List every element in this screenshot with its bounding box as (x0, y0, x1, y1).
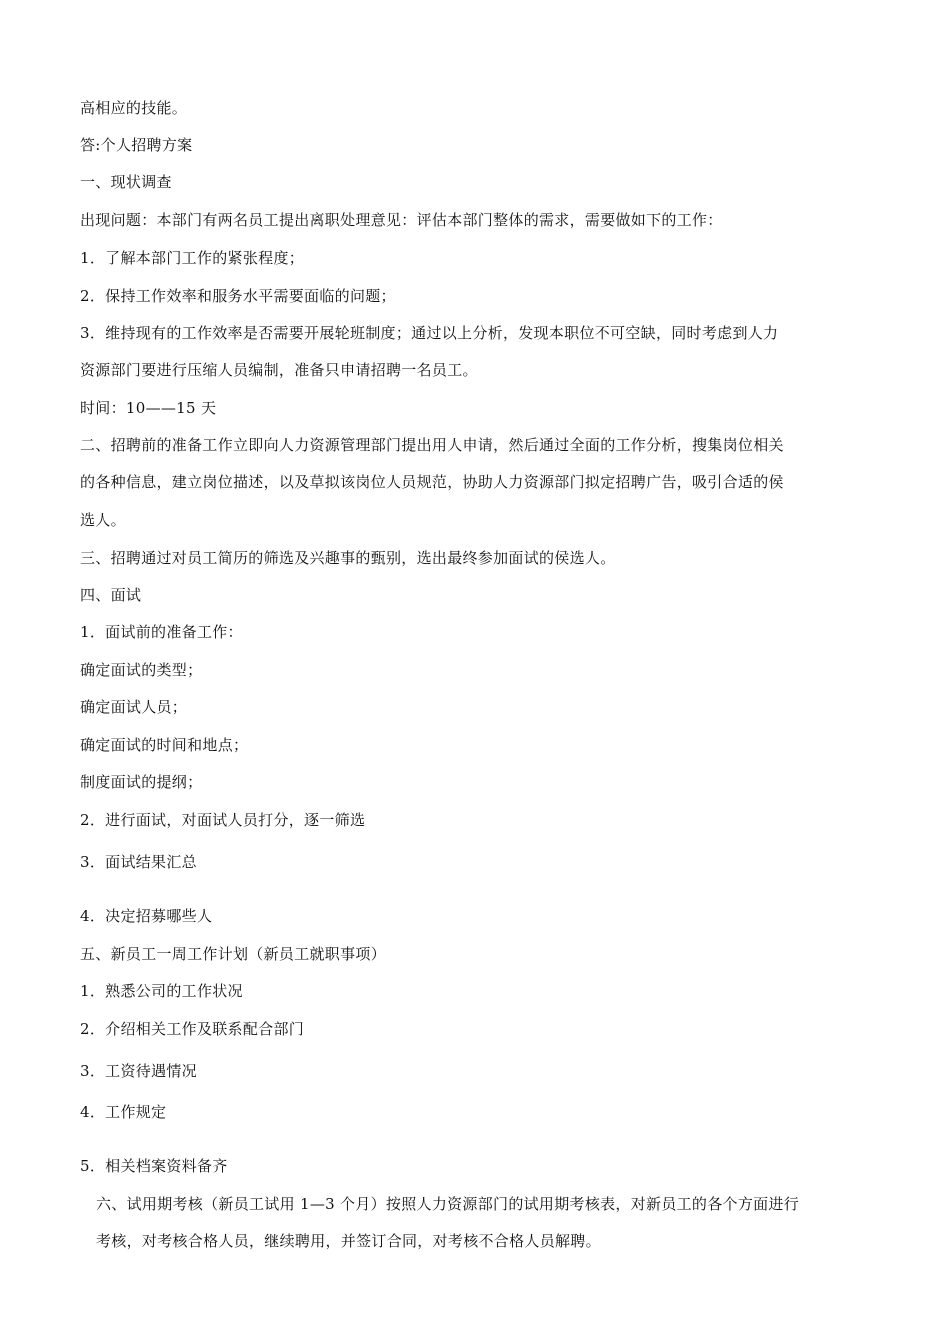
list-item: 2．进行面试，对面试人员打分，逐一筛选 (80, 811, 366, 829)
list-item: 5．相关档案资料备齐 (80, 1157, 228, 1175)
text-line: 答:个人招聘方案 (80, 136, 193, 154)
list-item: 3．面试结果汇总 (80, 853, 197, 871)
text-line: 确定面试的类型； (80, 661, 203, 679)
text-line: 制度面试的提纲； (80, 773, 203, 791)
section-heading: 五、新员工一周工作计划（新员工就职事项） (80, 945, 387, 963)
text-line: 出现问题：本部门有两名员工提出离职处理意见：评估本部门整体的需求，需要做如下的工作： (80, 211, 723, 229)
list-item: 4．工作规定 (80, 1103, 167, 1121)
list-item: 2．介绍相关工作及联系配合部门 (80, 1020, 305, 1038)
section-heading: 四、面试 (80, 586, 142, 604)
list-item: 3．维持现有的工作效率是否需要开展轮班制度；通过以上分析，发现本职位不可空缺，同时考虑到人力 (80, 324, 779, 342)
text-line: 的各种信息，建立岗位描述，以及草拟该岗位人员规范，协助人力资源部门拟定招聘广告，吸引合适的侯 (80, 473, 784, 491)
text-line: 选人。 (80, 511, 126, 529)
text-line: 确定面试的时间和地点； (80, 736, 249, 754)
section-heading: 三、招聘通过对员工简历的筛选及兴趣事的甄别，选出最终参加面试的侯选人。 (80, 549, 616, 567)
section-heading: 二、招聘前的准备工作立即向人力资源管理部门提出用人申请，然后通过全面的工作分析，搜集岗位相关 (80, 436, 784, 454)
text-line: 确定面试人员； (80, 698, 188, 716)
text-line: 考核，对考核合格人员，继续聘用，并签订合同，对考核不合格人员解聘。 (96, 1232, 601, 1250)
list-item: 4．决定招募哪些人 (80, 907, 213, 925)
section-heading: 一、现状调查 (80, 173, 172, 191)
list-item: 3．工资待遇情况 (80, 1062, 197, 1080)
text-line: 资源部门要进行压缩人员编制，准备只申请招聘一名员工。 (80, 361, 478, 379)
list-item: 1．熟悉公司的工作状况 (80, 982, 243, 1000)
section-heading: 六、试用期考核（新员工试用 1—3 个月）按照人力资源部门的试用期考核表，对新员工的各个方面进行 (96, 1195, 800, 1213)
list-item: 1．面试前的准备工作： (80, 623, 243, 641)
text-line: 时间：10——15 天 (80, 399, 217, 417)
list-item: 2．保持工作效率和服务水平需要面临的问题； (80, 287, 396, 305)
text-line: 高相应的技能。 (80, 99, 188, 117)
list-item: 1．了解本部门工作的紧张程度； (80, 249, 305, 267)
